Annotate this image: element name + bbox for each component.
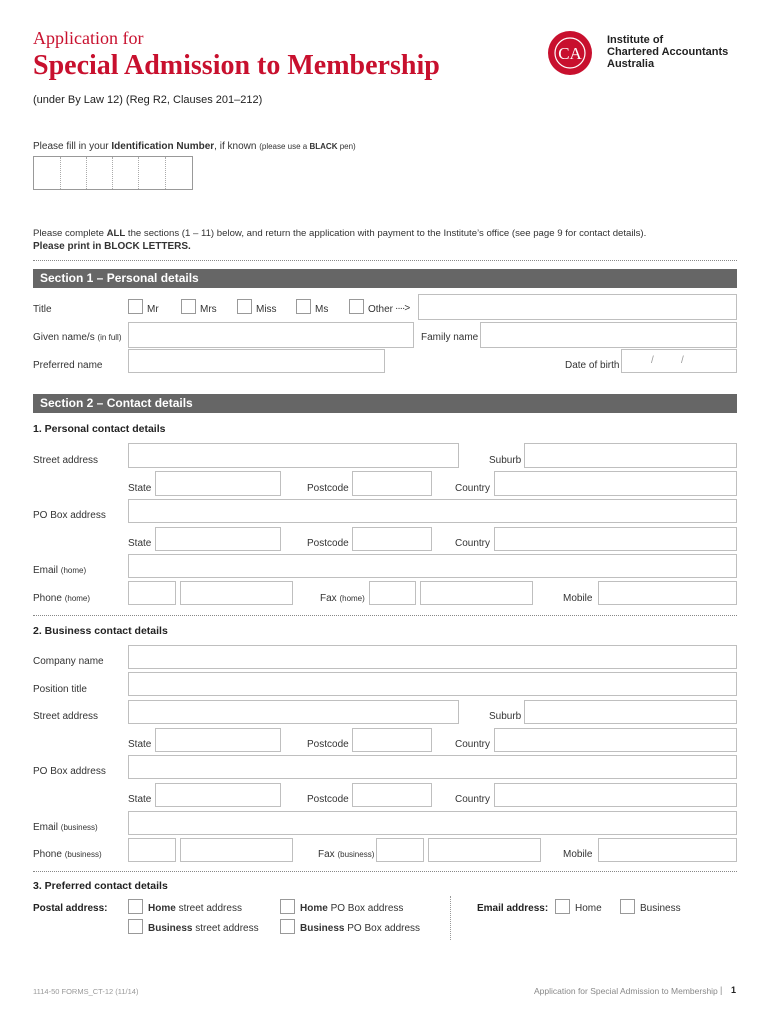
title-mrs-checkbox[interactable] — [181, 299, 196, 314]
pobox-country-label: Country — [455, 538, 491, 549]
pobox-postcode-label: Postcode — [307, 538, 349, 549]
title-ms-label: Ms — [315, 304, 329, 315]
bus-suburb-input[interactable] — [524, 700, 737, 724]
arrow-icon: ····> — [395, 303, 410, 314]
bus-pobox-postcode-input[interactable] — [352, 783, 432, 807]
pobox-input[interactable] — [128, 499, 737, 523]
state-input[interactable] — [155, 471, 281, 496]
identification-number-field[interactable] — [33, 156, 193, 190]
title-line-1: Application for — [33, 28, 144, 48]
fax-business-label: Fax (business) — [318, 849, 375, 860]
email-home-checkbox[interactable] — [555, 899, 570, 914]
bus-pobox-country-label: Country — [455, 794, 491, 805]
title-ms-checkbox[interactable] — [296, 299, 311, 314]
title-other-input[interactable] — [418, 294, 737, 320]
pobox-label: PO Box address — [33, 510, 106, 521]
title-mr-label: Mr — [147, 304, 159, 315]
preferred-contact-heading: 3. Preferred contact details — [33, 880, 168, 892]
company-label: Company name — [33, 656, 104, 667]
bus-pobox-state-label: State — [128, 794, 152, 805]
email-home-label: Email (home) — [33, 565, 87, 576]
home-pobox-checkbox[interactable] — [280, 899, 295, 914]
country-input[interactable] — [494, 471, 737, 496]
bus-pobox-country-input[interactable] — [494, 783, 737, 807]
fax-home-input[interactable] — [420, 581, 533, 605]
page-title: Special Admission to Membership — [33, 50, 440, 81]
phone-business-input[interactable] — [180, 838, 293, 862]
mobile-business-label: Mobile — [563, 849, 593, 860]
business-street-checkbox[interactable] — [128, 919, 143, 934]
bus-street-input[interactable] — [128, 700, 459, 724]
bus-country-input[interactable] — [494, 728, 737, 752]
business-contact-heading: 2. Business contact details — [33, 625, 168, 637]
pobox-country-input[interactable] — [494, 527, 737, 551]
title-miss-label: Miss — [256, 304, 277, 315]
family-name-label: Family name — [421, 332, 479, 343]
phone-home-input[interactable] — [180, 581, 293, 605]
suburb-input[interactable] — [524, 443, 737, 468]
title-miss-checkbox[interactable] — [237, 299, 252, 314]
home-pobox-label: Home PO Box address — [300, 903, 404, 914]
page-number: 1 — [731, 985, 737, 995]
personal-contact-heading: 1. Personal contact details — [33, 423, 166, 435]
bus-postcode-input[interactable] — [352, 728, 432, 752]
fax-home-label: Fax (home) — [320, 593, 365, 604]
complete-instruction: Please complete ALL the sections (1 – 11) below, and return the application with payment to the Institute’s office (see page 9 for contact details). — [33, 228, 647, 239]
bus-pobox-input[interactable] — [128, 755, 737, 779]
bus-country-label: Country — [455, 739, 491, 750]
postcode-input[interactable] — [352, 471, 432, 496]
state-label: State — [128, 483, 152, 494]
given-name-input[interactable] — [128, 322, 414, 348]
preferred-name-label: Preferred name — [33, 360, 103, 371]
pobox-state-label: State — [128, 538, 152, 549]
title-label: Title — [33, 304, 52, 315]
street-input[interactable] — [128, 443, 459, 468]
pobox-postcode-input[interactable] — [352, 527, 432, 551]
pobox-state-input[interactable] — [155, 527, 281, 551]
street-label: Street address — [33, 455, 99, 466]
mobile-business-input[interactable] — [598, 838, 737, 862]
title-other-checkbox[interactable] — [349, 299, 364, 314]
email-home-input[interactable] — [128, 554, 737, 578]
id-instruction: Please fill in your Identification Number, if known (please use a BLACK pen) — [33, 141, 356, 152]
bus-street-label: Street address — [33, 711, 99, 722]
section1-heading: Section 1 – Personal details — [33, 269, 737, 288]
given-name-label: Given name/s (in full) — [33, 332, 122, 343]
fax-business-input[interactable] — [428, 838, 541, 862]
family-name-input[interactable] — [480, 322, 737, 348]
print-instruction: Please print in BLOCK LETTERS. — [33, 241, 191, 252]
title-mrs-label: Mrs — [200, 304, 217, 315]
home-street-label: Home street address — [148, 903, 242, 914]
dob-label: Date of birth — [565, 360, 620, 371]
bus-pobox-postcode-label: Postcode — [307, 794, 349, 805]
section2-heading: Section 2 – Contact details — [33, 394, 737, 413]
home-street-checkbox[interactable] — [128, 899, 143, 914]
business-pobox-label: Business PO Box address — [300, 923, 421, 934]
bus-state-input[interactable] — [155, 728, 281, 752]
ca-logo — [548, 31, 592, 75]
email-business-option-label: Business — [640, 903, 681, 914]
email-business-input[interactable] — [128, 811, 737, 835]
mobile-home-input[interactable] — [598, 581, 737, 605]
phone-home-area-input[interactable] — [128, 581, 176, 605]
country-label: Country — [455, 483, 491, 494]
bus-state-label: State — [128, 739, 152, 750]
postal-address-label: Postal address: — [33, 903, 108, 914]
phone-business-area-input[interactable] — [128, 838, 176, 862]
suburb-label: Suburb — [489, 455, 522, 466]
business-street-label: Business street address — [148, 923, 259, 934]
email-address-label: Email address: — [477, 903, 549, 914]
dob-input[interactable]: / / — [621, 349, 737, 373]
phone-home-label: Phone (home) — [33, 593, 91, 604]
phone-business-label: Phone (business) — [33, 849, 102, 860]
title-other-label: Other — [368, 304, 394, 315]
logo-letters: CA — [558, 44, 582, 63]
bus-postcode-label: Postcode — [307, 739, 349, 750]
subtitle: (under By Law 12) (Reg R2, Clauses 201–212) — [33, 94, 263, 106]
footer-separator: | — [720, 985, 723, 995]
footer-title: Application for Special Admission to Membership — [534, 986, 718, 996]
business-pobox-checkbox[interactable] — [280, 919, 295, 934]
position-label: Position title — [33, 684, 87, 695]
logo-text: Institute of Chartered Accountants Australia — [607, 34, 729, 70]
bus-suburb-label: Suburb — [489, 711, 522, 722]
bus-pobox-state-input[interactable] — [155, 783, 281, 807]
email-home-option-label: Home — [575, 903, 602, 914]
postcode-label: Postcode — [307, 483, 349, 494]
email-business-label: Email (business) — [33, 822, 98, 833]
form-code: 1114-50 FORMS_CT-12 (11/14) — [33, 987, 139, 996]
fax-business-area-input[interactable] — [376, 838, 424, 862]
email-business-checkbox[interactable] — [620, 899, 635, 914]
company-input[interactable] — [128, 645, 737, 669]
bus-pobox-label: PO Box address — [33, 766, 106, 777]
preferred-name-input[interactable] — [128, 349, 385, 373]
position-input[interactable] — [128, 672, 737, 696]
title-mr-checkbox[interactable] — [128, 299, 143, 314]
mobile-home-label: Mobile — [563, 593, 593, 604]
fax-home-area-input[interactable] — [369, 581, 416, 605]
